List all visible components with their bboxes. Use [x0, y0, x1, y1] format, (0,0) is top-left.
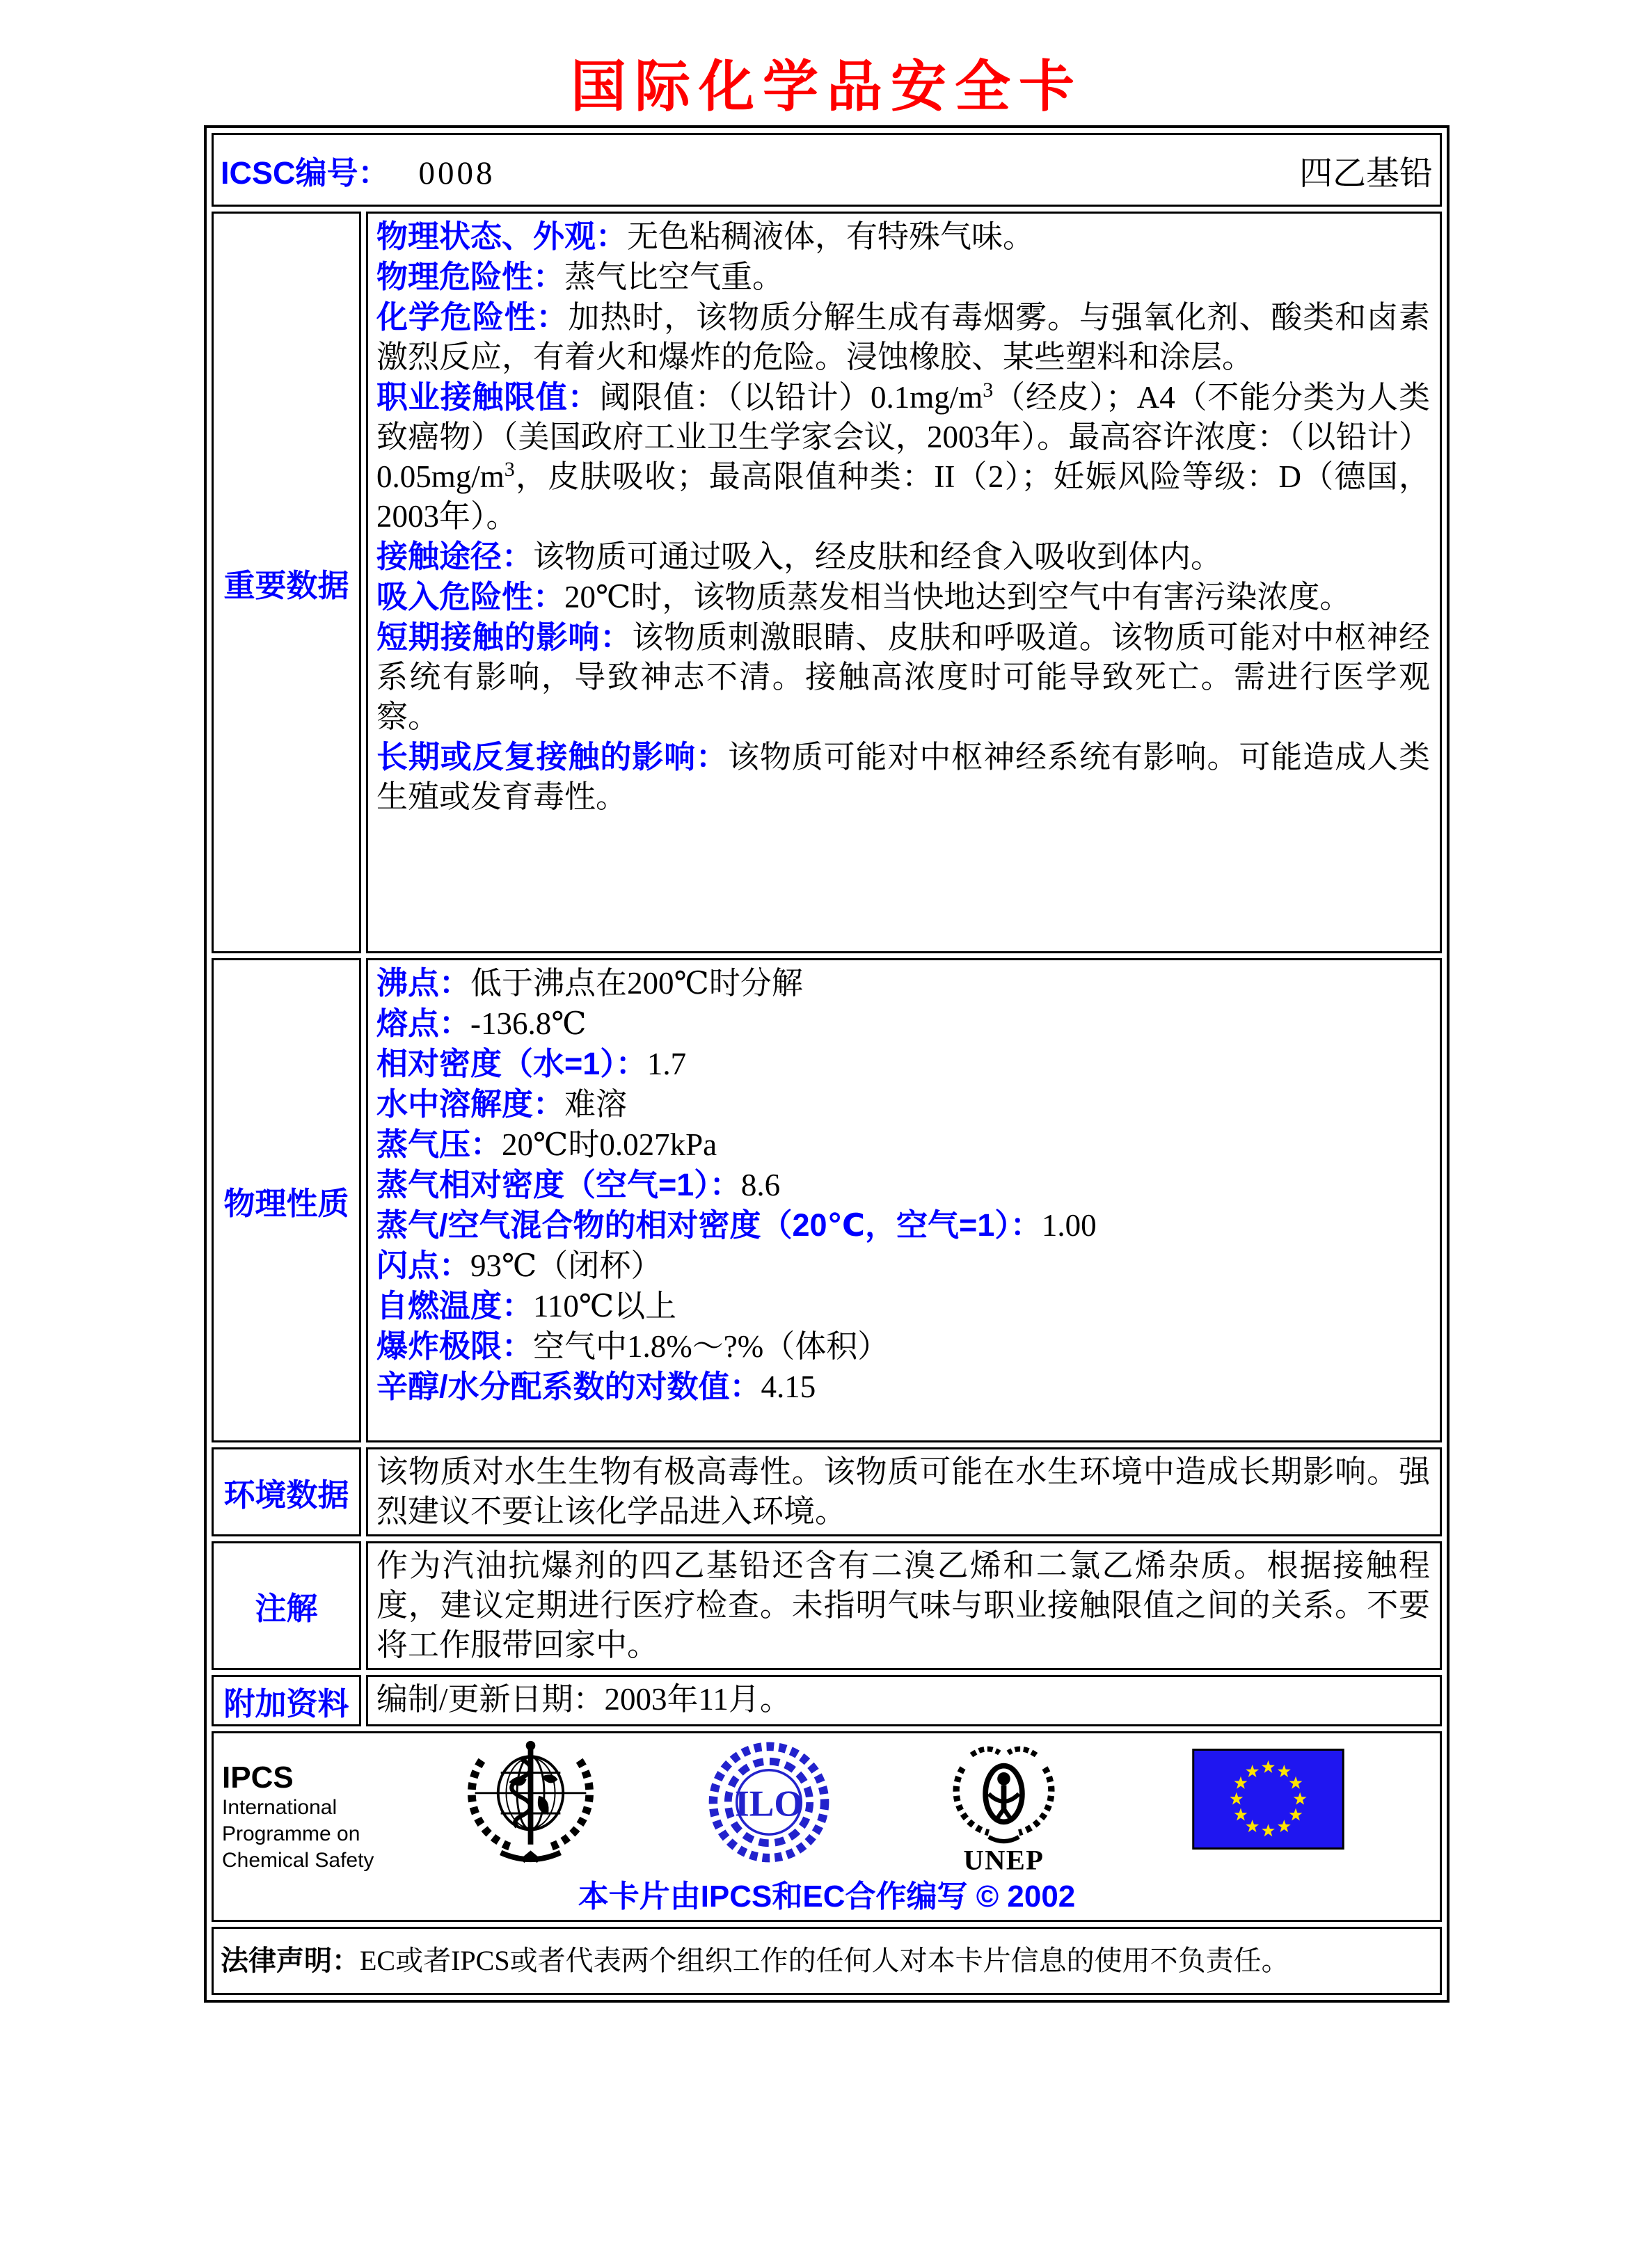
section-label-environmental-data: 环境数据 [212, 1447, 361, 1536]
superscript: 3 [983, 379, 994, 402]
icsc-number-group [221, 148, 495, 193]
property-text: 蒸气比空气重。 [564, 260, 784, 294]
physical-properties-row [212, 958, 1442, 1442]
property-label: 接触途径： [376, 539, 534, 574]
property-text: 20℃时，该物质蒸发相当快地达到空气中有害污染浓度。 [564, 580, 1351, 614]
ipcs-acronym: IPCS [222, 1760, 294, 1795]
notes-text: 作为汽油抗爆剂的四乙基铅还含有二溴乙烯和二氯乙烯杂质。根据接触程度，建议定期进行医疗检查。未指明气味与职业接触限值之间的关系。不要将工作服带回家中。 [376, 1548, 1430, 1662]
property-label: 爆炸极限： [376, 1328, 534, 1364]
icsc-card-table [204, 125, 1450, 2003]
ilo-logo-icon [706, 1740, 832, 1864]
property-text: 无色粘稠液体，有特殊气味。 [627, 219, 1035, 254]
property-line [376, 1367, 1430, 1407]
additional-info-content [366, 1675, 1442, 1726]
ipcs-line-1: International [222, 1796, 337, 1819]
who-logo-icon [463, 1736, 598, 1865]
property-label: 短期接触的影响： [376, 619, 633, 655]
property-text: （经皮）；A4（不能分类为人类致癌物）（美国政府工业卫生学家会议，2003年）。最高容许浓度：（以铅计）0.05mg/m [376, 380, 1430, 494]
unep-logo-icon [950, 1738, 1058, 1874]
section-label-notes: 注解 [212, 1541, 361, 1670]
property-text: 阈限值：（以铅计）0.1mg/m [599, 380, 983, 415]
ipcs-line-3: Chemical Safety [222, 1849, 374, 1872]
property-text: 加热时，该物质分解生成有毒烟雾。与强氧化剂、酸类和卤素激烈反应，有着火和爆炸的危险。浸蚀橡胶、某些塑料和涂层。 [376, 300, 1430, 374]
property-label: 吸入危险性： [376, 579, 565, 614]
property-label: 职业接触限值： [376, 379, 600, 415]
additional-info-row [212, 1675, 1442, 1726]
property-line [376, 257, 1430, 297]
logos-row [212, 1731, 1442, 1922]
property-text: 该物质刺激眼睛、皮肤和呼吸道。该物质可能对中枢神经系统有影响，导致神志不清。接触高浓度时可能导致死亡。需进行医学观察。 [376, 620, 1430, 734]
icsc-number-label: ICSC编号： [221, 154, 390, 191]
property-label: 相对密度（水=1）： [376, 1046, 647, 1081]
property-label: 蒸气压： [376, 1127, 502, 1162]
important-data-row [212, 212, 1442, 953]
property-line [376, 737, 1430, 817]
legal-row [212, 1927, 1442, 1995]
section-label-additional-info: 附加资料 [212, 1675, 361, 1726]
header-cell [212, 133, 1442, 207]
property-text: 该物质可能对中枢神经系统有影响。可能造成人类生殖或发育毒性。 [376, 740, 1430, 814]
property-line [376, 1084, 1430, 1124]
property-line [376, 963, 1430, 1003]
property-line [376, 536, 1430, 577]
section-label-important-data: 重要数据 [212, 212, 361, 953]
property-label: 沸点： [376, 965, 471, 1001]
eu-flag-icon [1192, 1749, 1344, 1850]
ipcs-text-block [222, 1761, 374, 1874]
property-line [376, 377, 1430, 536]
property-label: 闪点： [376, 1248, 471, 1283]
property-line [376, 617, 1430, 737]
legal-label: 法律声明： [221, 1946, 360, 1976]
property-label: 蒸气相对密度（空气=1）： [376, 1167, 741, 1202]
property-line [376, 1124, 1430, 1165]
logos-cell [212, 1731, 1442, 1922]
property-line [376, 1246, 1430, 1286]
property-text: 93℃（闭杯） [470, 1248, 662, 1283]
environmental-data-text: 该物质对水生生物有极高毒性。该物质可能在水生环境中造成长期影响。强烈建议不要让该化学品进入环境。 [376, 1454, 1430, 1529]
property-line [376, 216, 1430, 257]
legal-text: EC或者IPCS或者代表两个组织工作的任何人对本卡片信息的使用不负责任。 [360, 1945, 1289, 1976]
property-text: 4.15 [761, 1369, 816, 1404]
property-text: 难溶 [564, 1087, 628, 1122]
chemical-name: 四乙基铅 [1298, 154, 1433, 192]
property-label: 辛醇/水分配系数的对数值： [376, 1369, 761, 1404]
property-label: 长期或反复接触的影响： [376, 739, 728, 774]
property-text: 1.00 [1041, 1208, 1097, 1243]
property-line [376, 1205, 1430, 1246]
property-label: 物理状态、外观： [376, 218, 628, 254]
icsc-number-value: 0008 [418, 154, 495, 191]
page-title: 国际化学品安全卡 [571, 57, 1083, 118]
property-label: 物理危险性： [376, 259, 565, 294]
legal-line [221, 1943, 1433, 1978]
property-text: -136.8℃ [470, 1006, 587, 1041]
property-text: 低于沸点在200℃时分解 [470, 966, 803, 1001]
property-line [376, 1044, 1430, 1084]
notes-content [366, 1541, 1442, 1670]
property-text: 1.7 [646, 1047, 687, 1081]
section-label-physical-properties: 物理性质 [212, 958, 361, 1442]
property-label: 自燃温度： [376, 1288, 534, 1323]
property-label: 化学危险性： [376, 299, 569, 335]
important-data-content [366, 212, 1442, 953]
property-line [376, 297, 1430, 377]
credit-line: 本卡片由IPCS和EC合作编写 © 2002 [578, 1879, 1076, 1914]
environmental-data-content [366, 1447, 1442, 1536]
physical-properties-content [366, 958, 1442, 1442]
property-text: 110℃以上 [533, 1289, 677, 1323]
property-text: ，皮肤吸收；最高限值种类：II（2）；妊娠风险等级：D（德国，2003年）。 [376, 459, 1430, 534]
property-label: 蒸气/空气混合物的相对密度（20℃，空气=1）： [376, 1207, 1042, 1243]
notes-row [212, 1541, 1442, 1670]
ipcs-line-2: Programme on [222, 1822, 360, 1845]
unep-logo-text: UNEP [963, 1844, 1045, 1874]
property-label: 熔点： [376, 1005, 471, 1041]
legal-cell [212, 1927, 1442, 1995]
property-line [376, 577, 1430, 617]
ilo-logo-text: ILO [735, 1782, 803, 1824]
additional-info-text: 编制/更新日期：2003年11月。 [376, 1682, 791, 1717]
property-text: 20℃时0.027kPa [502, 1127, 717, 1162]
property-line [376, 1165, 1430, 1205]
property-text: 8.6 [740, 1168, 781, 1202]
property-line [376, 1326, 1430, 1367]
superscript: 3 [504, 458, 515, 481]
header-row [212, 133, 1442, 207]
property-line [376, 1003, 1430, 1044]
environmental-data-row [212, 1447, 1442, 1536]
property-label: 水中溶解度： [376, 1086, 565, 1122]
property-text: 空气中1.8%～?%（体积） [533, 1329, 889, 1364]
property-line [376, 1286, 1430, 1326]
property-text: 该物质可通过吸入，经皮肤和经食入吸收到体内。 [533, 539, 1223, 574]
